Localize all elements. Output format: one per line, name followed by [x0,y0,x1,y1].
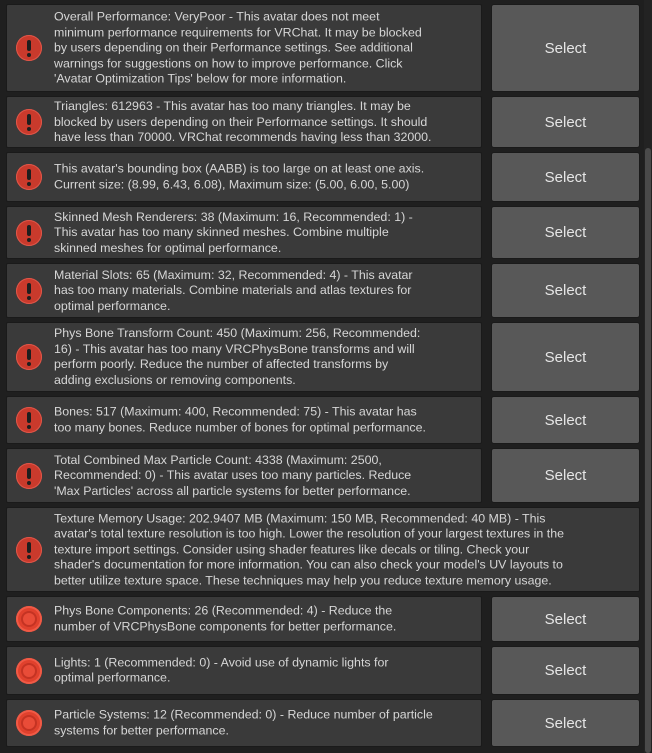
select-button[interactable]: Select [491,206,640,259]
list-item [0,396,644,444]
select-button[interactable]: Select [491,596,640,642]
list-item [0,263,644,318]
warning-message-box [6,263,482,318]
list-item [0,646,644,695]
list-item [0,206,644,259]
list-item [0,596,644,642]
select-button[interactable]: Select [491,396,640,444]
warning-text: Triangles: 612963 - This avatar has too many triangles. It may be blocked by users depending on their Performance settings. It should have less than 70000. VRChat recommends having less than 32000. [54,98,432,144]
list-item [0,152,644,202]
info-icon [16,606,42,632]
warning-message-box [6,152,482,202]
select-button[interactable]: Select [491,322,640,392]
error-icon [16,344,42,370]
warning-text: Bones: 517 (Maximum: 400, Recommended: 75) - This avatar has too many bones. Reduce number of bones for optimal performance. [54,404,426,434]
list-item [0,4,644,92]
error-icon [16,220,42,246]
info-icon [16,710,42,736]
error-icon [16,35,42,61]
error-icon [16,407,42,433]
warning-text: Material Slots: 65 (Maximum: 32, Recommended: 4) - This avatar has too many materials. Combine materials and atlas textures for optimal performance. [54,267,413,313]
info-icon [16,658,42,684]
warning-text: Particle Systems: 12 (Recommended: 0) - Reduce number of particle systems for better performance. [54,707,433,737]
list-item [0,96,644,148]
warning-text: This avatar's bounding box (AABB) is too large on at least one axis. Current size: (8.99, 6.43, 6.08), Maximum size: (5.00, 6.00, 5.00) [54,161,425,191]
warning-message-box [6,596,482,642]
select-button[interactable]: Select [491,699,640,747]
error-icon [16,109,42,135]
error-icon [16,278,42,304]
select-button[interactable]: Select [491,4,640,92]
select-button[interactable]: Select [491,152,640,202]
warning-message-box [6,96,482,148]
warning-message-box [6,448,482,503]
warning-text: Texture Memory Usage: 202.9407 MB (Maximum: 150 MB, Recommended: 40 MB) - This avatar's total texture resolution is too high. Lower the resolution of your largest textures in the texture import settings. Consider using shader features like decals or tiling. Check your shader's documentation for more information. You can also check your model's UV layouts to better utilize texture space. These techniques may help you reduce texture memory usage. [54,510,564,587]
list-item [0,699,644,747]
error-icon [16,164,42,190]
list-item [0,322,644,392]
list-item [0,448,644,503]
warning-text: Phys Bone Transform Count: 450 (Maximum: 256, Recommended: 16) - This avatar has too many VRCPhysBone transforms and will perform poorly. Reduce the number of affected transforms by adding exclusions or removing components. [54,326,421,387]
error-icon [16,537,42,563]
warning-text: Skinned Mesh Renderers: 38 (Maximum: 16, Recommended: 1) - This avatar has too many skinned meshes. Combine multiple skinned meshes for optimal performance. [54,209,413,255]
select-button[interactable]: Select [491,448,640,503]
warning-text: Lights: 1 (Recommended: 0) - Avoid use of dynamic lights for optimal performance. [54,655,389,685]
error-icon [16,463,42,489]
warning-text: Total Combined Max Particle Count: 4338 (Maximum: 2500, Recommended: 0) - This avatar uses too many particles. Reduce 'Max Particles' across all particle systems for better performance. [54,452,412,498]
warning-message-box [6,396,482,444]
scrollbar-thumb[interactable] [645,148,651,753]
select-button[interactable]: Select [491,263,640,318]
warning-message-box [6,646,482,695]
select-button[interactable]: Select [491,96,640,148]
warning-text: Overall Performance: VeryPoor - This avatar does not meet minimum performance requirements for VRChat. It may be blocked by users depending on their Performance settings. See additional warnings for suggestions on how to improve performance. Click 'Avatar Optimization Tips' below for more information. [54,9,422,86]
scrollbar-track[interactable] [644,0,652,753]
list-item [0,507,644,592]
warning-message-box [6,206,482,259]
warning-message-box [6,699,482,747]
select-button[interactable]: Select [491,646,640,695]
warning-message-box [6,507,640,592]
warning-text: Phys Bone Components: 26 (Recommended: 4) - Reduce the number of VRCPhysBone components for better performance. [54,603,397,633]
warning-message-box [6,4,482,92]
warning-message-box [6,322,482,392]
